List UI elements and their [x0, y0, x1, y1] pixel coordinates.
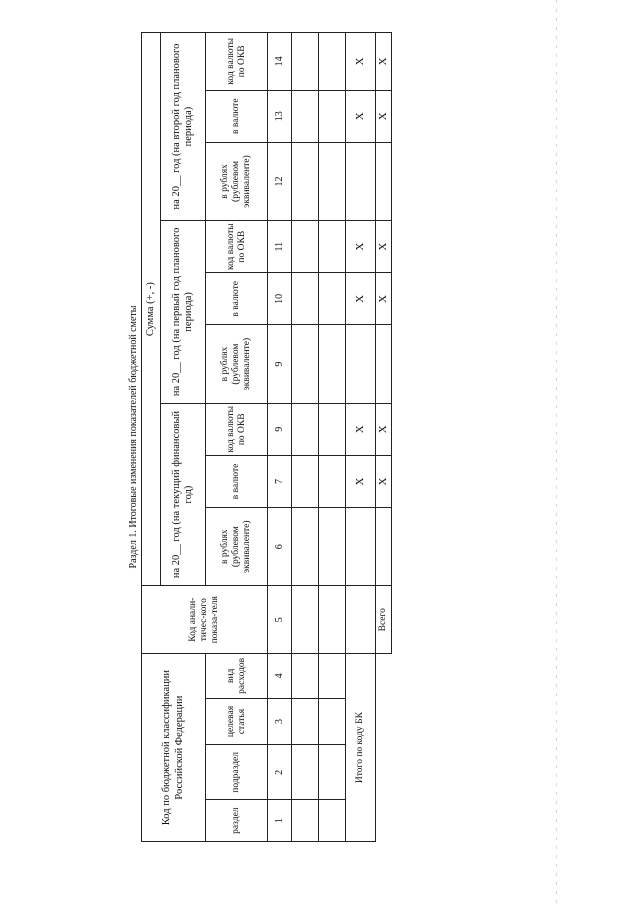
table-row — [292, 33, 319, 842]
column-number: 10 — [268, 273, 292, 325]
column-number: 6 — [268, 508, 292, 586]
val-header: в валюте — [206, 90, 268, 142]
x-mark: X — [346, 455, 376, 507]
table-cell — [292, 90, 319, 142]
year-second-header: на 20__ год (на второй год планового периода) — [161, 33, 206, 221]
table-cell — [292, 455, 319, 507]
scan-page-edge — [556, 0, 557, 905]
column-number: 7 — [268, 455, 292, 507]
table-cell — [292, 221, 319, 273]
x-mark: X — [346, 221, 376, 273]
table-cell — [292, 273, 319, 325]
table-cell — [346, 586, 376, 654]
x-mark: X — [376, 33, 392, 91]
column-number: 1 — [268, 800, 292, 842]
razdel-header: раздел — [206, 800, 268, 842]
rub-header: в рублях (рублевом эквиваленте) — [206, 325, 268, 403]
column-number: 4 — [268, 654, 292, 698]
table-cell — [319, 508, 346, 586]
x-mark: X — [376, 273, 392, 325]
total-all-row — [376, 33, 392, 842]
x-mark: X — [376, 221, 392, 273]
table-cell — [319, 33, 346, 91]
okv-header: код валюты по ОКВ — [206, 221, 268, 273]
column-number: 3 — [268, 698, 292, 745]
column-number: 5 — [268, 586, 292, 654]
column-number: 12 — [268, 142, 292, 220]
table-cell — [292, 325, 319, 403]
val-header: в валюте — [206, 455, 268, 507]
table-cell — [292, 745, 319, 800]
table-cell — [292, 654, 319, 698]
table-row — [319, 33, 346, 842]
table-cell — [292, 698, 319, 745]
column-numbers-row — [268, 33, 292, 842]
table-cell — [292, 586, 319, 654]
table-cell — [346, 508, 376, 586]
bk-code-header: Код по бюджетной классификации Российской Федерации — [142, 654, 206, 842]
x-mark: X — [376, 403, 392, 455]
total-bk-label: Итого по коду БК — [346, 654, 376, 842]
column-number: 9 — [268, 325, 292, 403]
table-cell — [346, 325, 376, 403]
table-cell — [292, 403, 319, 455]
column-number: 11 — [268, 221, 292, 273]
section-title: Раздел 1. Итоговые изменения показателей бюджетной сметы — [128, 305, 139, 569]
column-number: 9 — [268, 403, 292, 455]
table-cell — [346, 142, 376, 220]
vid-rashodov-header: вид расходов — [206, 654, 268, 698]
table-cell — [319, 586, 346, 654]
table-cell — [319, 654, 346, 698]
rub-header: в рублях (рублевом эквиваленте) — [206, 142, 268, 220]
budget-changes-table — [141, 32, 392, 842]
table-cell — [319, 325, 346, 403]
column-number: 14 — [268, 33, 292, 91]
blank-cell — [376, 654, 392, 842]
column-number: 2 — [268, 745, 292, 800]
x-mark: X — [346, 90, 376, 142]
header-row-3 — [206, 33, 268, 842]
table-cell — [292, 800, 319, 842]
table-cell — [319, 221, 346, 273]
table-cell — [319, 273, 346, 325]
celevaya-statya-header: целевая статья — [206, 698, 268, 745]
rub-header: в рублях (рублевом эквиваленте) — [206, 508, 268, 586]
header-row-1 — [142, 33, 161, 842]
column-number: 13 — [268, 90, 292, 142]
table-cell — [319, 455, 346, 507]
x-mark: X — [376, 455, 392, 507]
x-mark: X — [346, 33, 376, 91]
x-mark: X — [346, 273, 376, 325]
total-bk-row — [346, 33, 376, 842]
x-mark: X — [346, 403, 376, 455]
table-cell — [319, 800, 346, 842]
table-cell — [376, 508, 392, 586]
okv-header: код валюты по ОКВ — [206, 403, 268, 455]
table-cell — [292, 142, 319, 220]
year-first-header: на 20__ год (на первый год планового периода) — [161, 221, 206, 404]
table-cell — [376, 142, 392, 220]
table-cell — [319, 745, 346, 800]
rotated-form — [127, 32, 389, 842]
x-mark: X — [376, 90, 392, 142]
table-cell — [319, 698, 346, 745]
okv-header: код валюты по ОКВ — [206, 33, 268, 91]
analytic-code-header: Код анали-тичес-кого показа-теля — [142, 586, 268, 654]
table-cell — [292, 508, 319, 586]
total-all-label: Всего — [376, 586, 392, 654]
year-current-header: на 20__ год (на текущий финансовый год) — [161, 403, 206, 586]
sum-header: Сумма (+, -) — [142, 33, 161, 586]
table-cell — [292, 33, 319, 91]
table-cell — [319, 90, 346, 142]
table-cell — [376, 325, 392, 403]
table-cell — [319, 403, 346, 455]
table-cell — [319, 142, 346, 220]
val-header: в валюте — [206, 273, 268, 325]
podrazdel-header: подраздел — [206, 745, 268, 800]
